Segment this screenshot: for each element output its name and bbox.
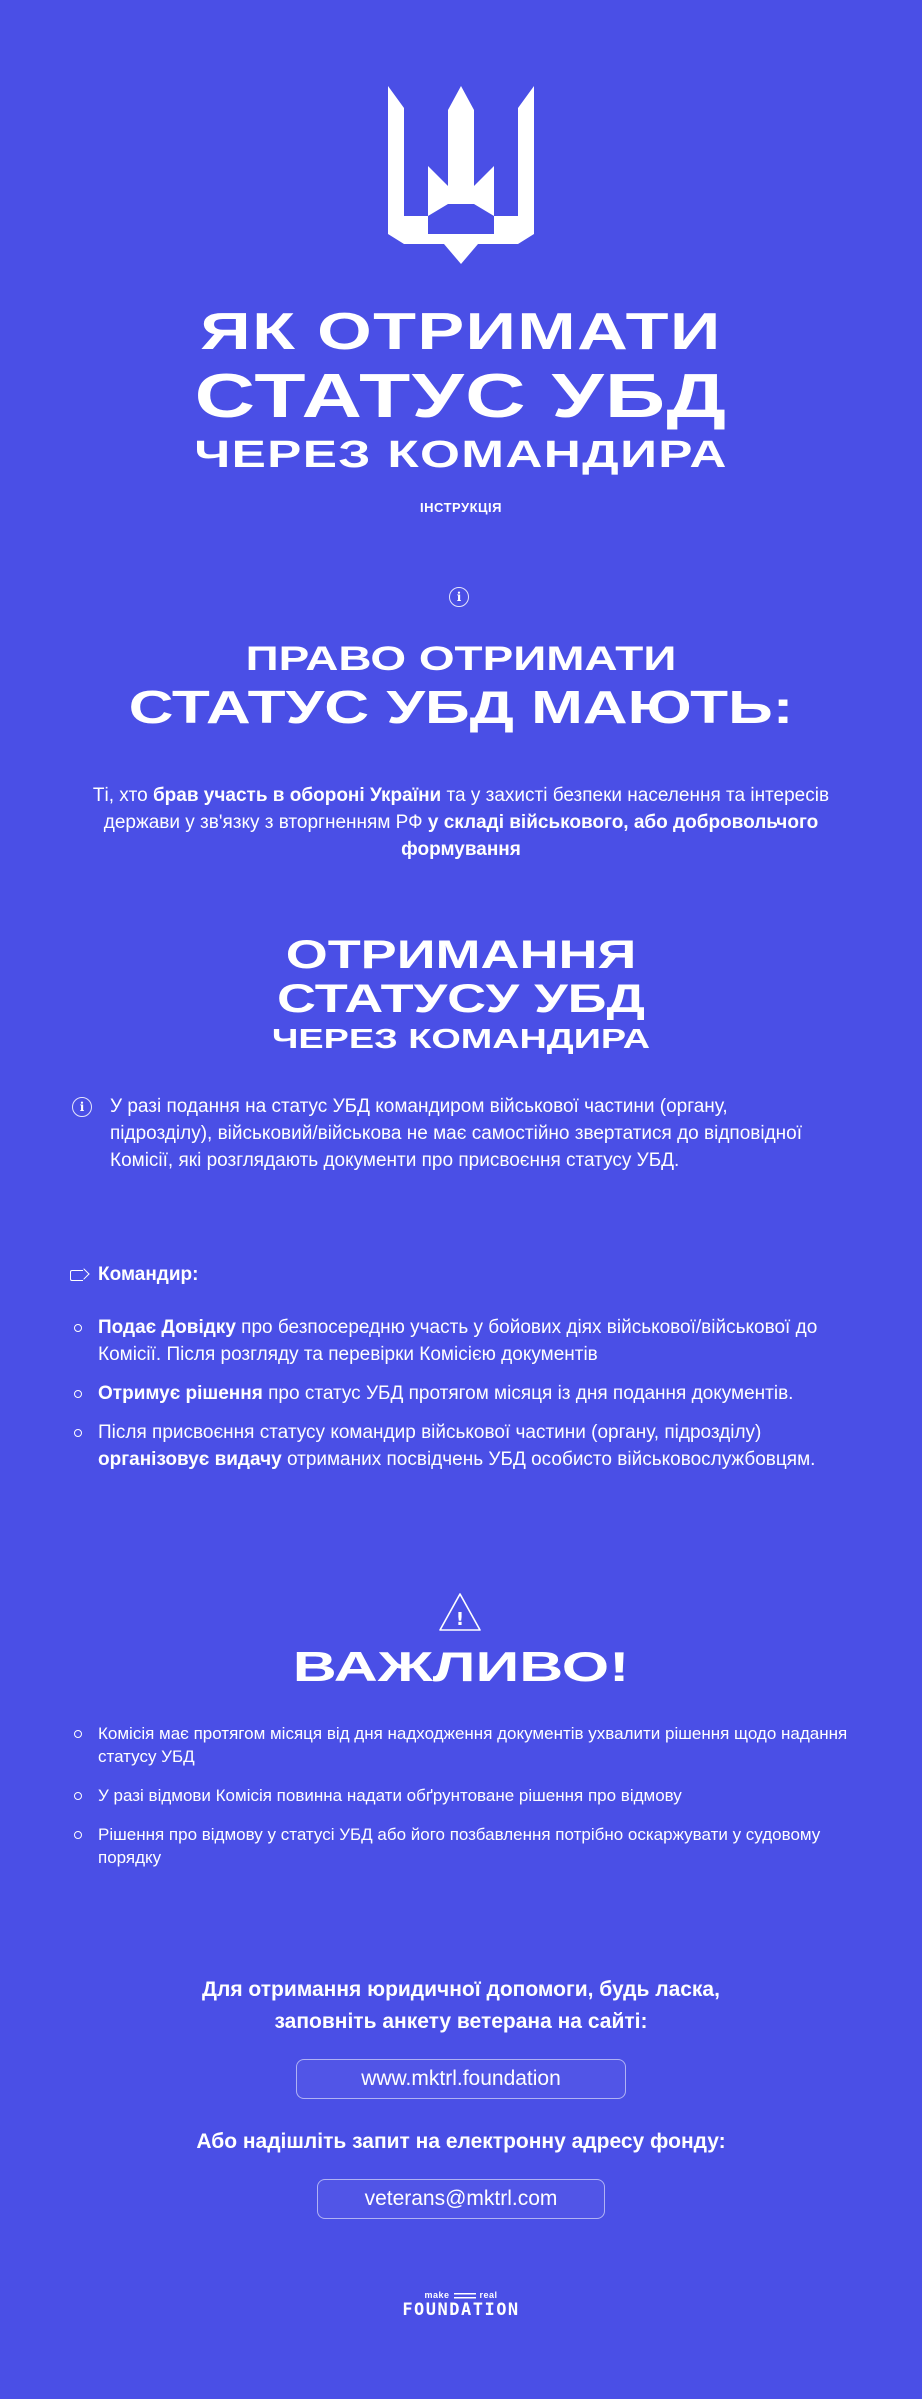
list-item: Комісія має протягом місяця від дня надходження документів ухвалити рішення щодо надання статусу УБД — [70, 1722, 860, 1768]
warning-glyph: ! — [455, 1609, 465, 1630]
commander-heading — [70, 1262, 850, 1288]
title-line-3: ЧЕРЕЗ КОМАНДИРА — [194, 434, 728, 476]
title-line-1: ЯК ОТРИМАТИ — [200, 303, 722, 361]
item1-text: про безпосередню участь у бойових діях військової/військової до Комісії. Після розгляду та перевірки Комісією документів — [98, 1317, 818, 1365]
rights-text-1: Ті, хто — [92, 785, 153, 806]
item3-bold: організовує видачу — [98, 1449, 282, 1470]
process-info-text: У разі подання на статус УБД командиром військової частини (органу, підрозділу), військовий/військова не має самостійно звертатися до відповідної Комісії, які розглядають документи про присвоєння статусу УБД. — [110, 1096, 803, 1171]
rights-bold-2: у складі військового, або добровольчого формування — [401, 812, 819, 860]
email-prompt: Або надішліть запит на електронну адресу фонду: — [196, 2130, 726, 2153]
logo-top — [0, 2290, 922, 2300]
commander-heading-text: Командир: — [98, 1264, 199, 1285]
item3-text-b: отриманих посвідчень УБД особисто військовослужбовцям. — [281, 1449, 816, 1470]
list-item: Рішення про відмову у статусі УБД або його позбавлення потрібно оскаржувати у судовому порядку — [70, 1823, 860, 1869]
process-title-line-2: СТАТУСУ УБД — [277, 977, 645, 1021]
title-line-2: СТАТУС УБД — [194, 362, 728, 431]
item3-text-a: Після присвоєння статусу командир військової частини (органу, підрозділу) — [98, 1422, 762, 1443]
rights-title-line-1: ПРАВО ОТРИМАТИ — [245, 640, 677, 678]
foundation-logo — [0, 2290, 922, 2320]
item2-bold: Отримує рішення — [98, 1383, 263, 1404]
important-title — [0, 1643, 922, 1690]
commander-list — [70, 1314, 850, 1473]
email-link[interactable]: veterans@mktrl.com — [317, 2179, 605, 2219]
important-title-text: ВАЖЛИВО! — [292, 1643, 630, 1690]
logo-bottom: FOUNDATION — [402, 2300, 520, 2320]
website-link[interactable]: www.mktrl.foundation — [296, 2059, 626, 2099]
help-prompt — [0, 1974, 922, 2038]
list-item — [70, 1314, 850, 1368]
item1-bold: Подає Довідку — [98, 1317, 236, 1338]
list-item — [70, 1419, 850, 1473]
help-prompt-line-1: Для отримання юридичної допомоги, будь ласка, — [202, 1978, 720, 2001]
trident-icon — [388, 86, 534, 264]
list-item — [70, 1380, 850, 1407]
item2-text: про статус УБД протягом місяця із дня подання документів. — [262, 1383, 794, 1404]
rights-text-2: та у захисті безпеки населення та інтересів держави у зв'язку з вторгненням РФ — [103, 785, 830, 833]
equals-icon — [454, 2293, 476, 2299]
logo-real: real — [479, 2290, 498, 2300]
tag-icon — [70, 1270, 83, 1281]
logo-make: make — [424, 2290, 450, 2300]
process-title-line-1: ОТРИМАННЯ — [285, 933, 637, 977]
important-list — [70, 1722, 860, 1885]
rights-title-line-2: СТАТУС УБД МАЮТЬ: — [128, 681, 794, 733]
info-icon: i — [449, 587, 469, 607]
list-item: У разі відмови Комісія повинна надати обґрунтоване рішення про відмову — [70, 1784, 860, 1807]
rights-section — [0, 642, 922, 863]
warning-icon — [438, 1592, 482, 1632]
process-info — [72, 1093, 832, 1174]
commander-section — [70, 1262, 850, 1485]
rights-paragraph — [81, 782, 841, 863]
help-prompt-line-2: заповніть анкету ветерана на сайті: — [274, 2010, 648, 2033]
process-title — [0, 935, 922, 1053]
hero-title — [0, 303, 922, 515]
subtitle: ІНСТРУКЦІЯ — [420, 500, 502, 515]
rights-bold-1: брав участь в обороні України — [152, 785, 442, 806]
info-icon: i — [72, 1097, 92, 1117]
process-title-line-3: ЧЕРЕЗ КОМАНДИРА — [271, 1023, 651, 1054]
